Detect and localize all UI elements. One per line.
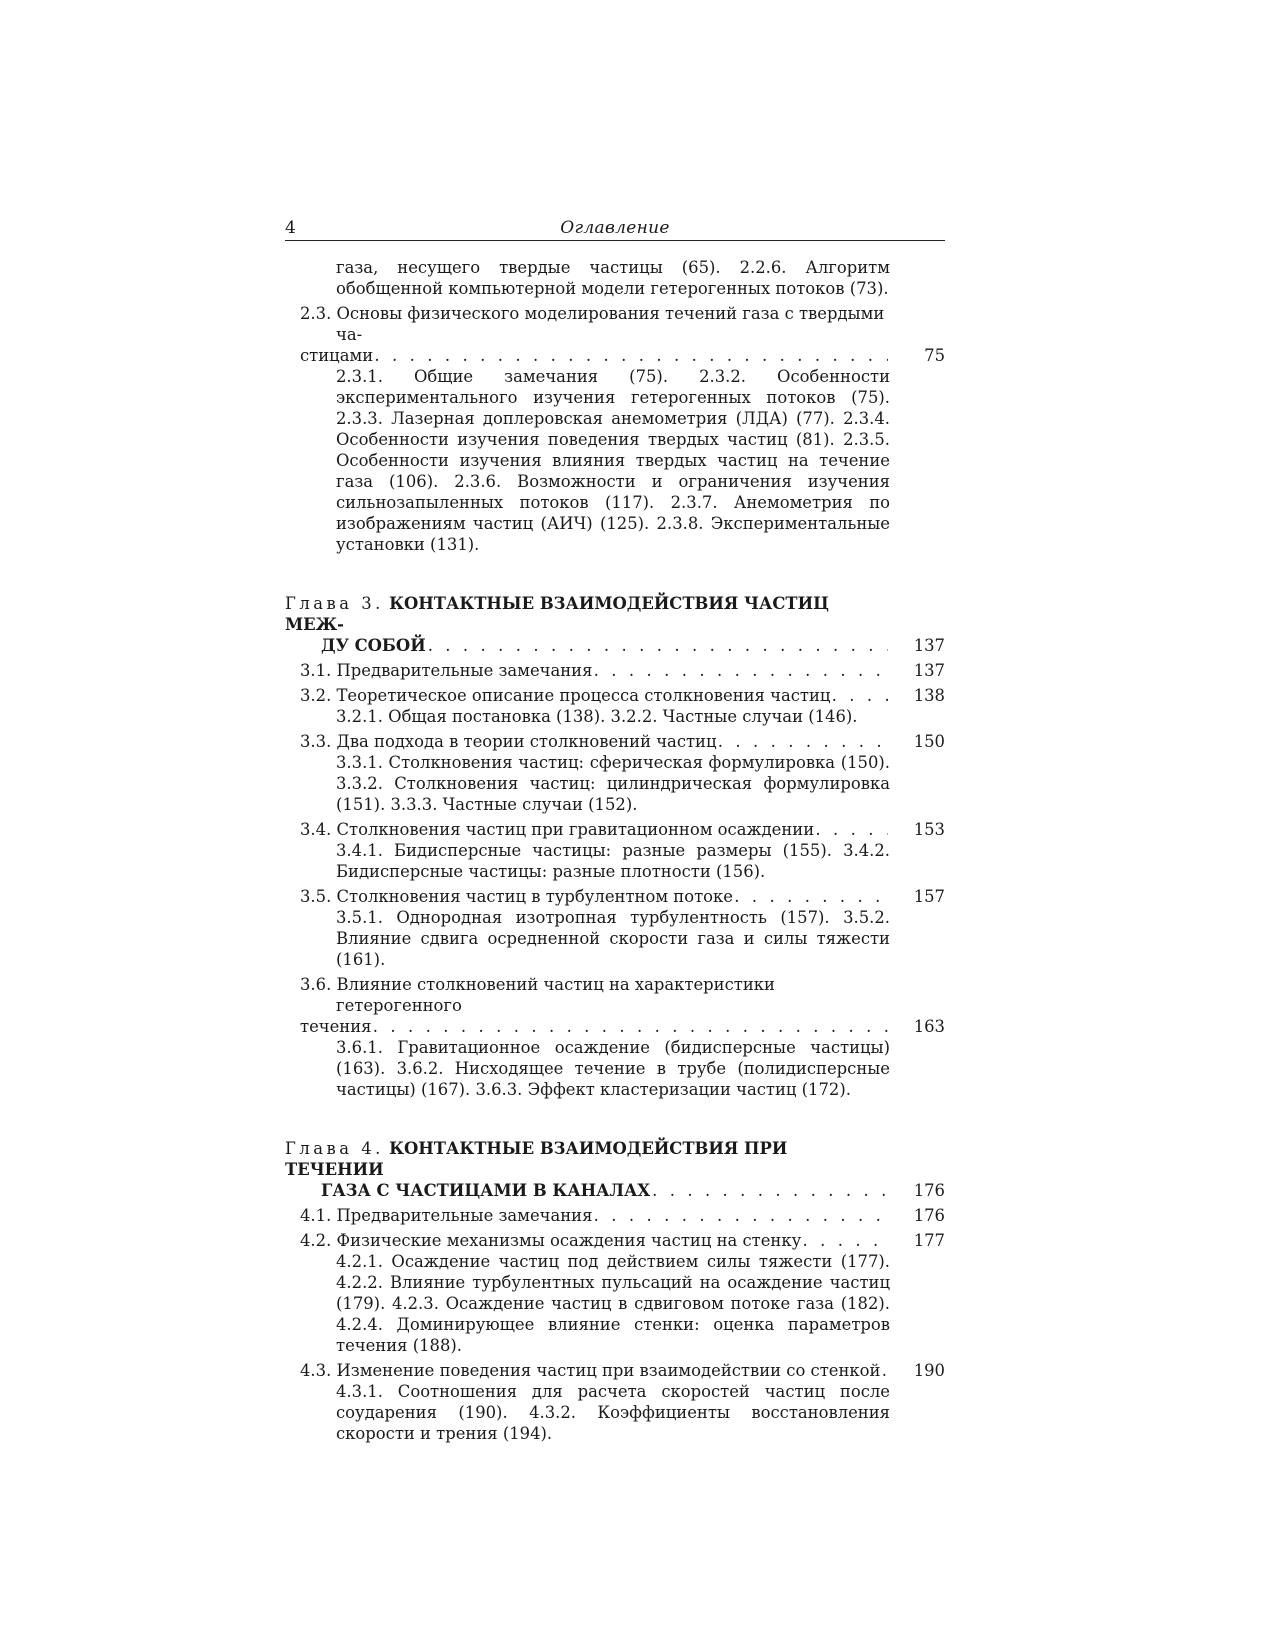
toc-entry-4-3[interactable] bbox=[300, 1360, 945, 1381]
leader-dots bbox=[428, 635, 888, 656]
leader-dots bbox=[375, 345, 888, 366]
section-title: Предварительные замечания bbox=[336, 661, 593, 680]
toc-entry-3-6[interactable] bbox=[300, 974, 945, 1037]
page-ref: 138 bbox=[913, 686, 945, 705]
section-title: Влияние столкновений частиц на характеристики гетерогенного bbox=[336, 975, 775, 1015]
subsections-3-2: 3.2.1. Общая постановка (138). 3.2.2. Частные случаи (146). bbox=[336, 707, 858, 726]
leader-dots bbox=[816, 819, 888, 840]
continuation-text: газа, несущего твердые частицы (65). 2.2.6. Алгоритм обобщенной компьютерной модели гетерогенных потоков (73). bbox=[336, 258, 890, 298]
toc-entry-2-3[interactable] bbox=[300, 303, 945, 366]
subsections-4-3: 4.3.1. Соотношения для расчета скоростей частиц после соударения (190). 4.3.2. Коэффициенты восстановления скорости и трения (194). bbox=[336, 1382, 890, 1443]
section-title: Теоретическое описание процесса столкновения частиц bbox=[336, 686, 831, 705]
section-number: 3.6. bbox=[300, 975, 332, 994]
leader-dots bbox=[832, 685, 888, 706]
leader-dots bbox=[374, 1016, 889, 1037]
section-title: Физические механизмы осаждения частиц на стенку bbox=[336, 1231, 802, 1250]
leader-dots bbox=[882, 1360, 888, 1381]
section-number: 3.3. bbox=[300, 732, 332, 751]
toc-entry-3-5[interactable] bbox=[300, 886, 945, 907]
page-ref: 153 bbox=[913, 820, 945, 839]
chapter-title: КОНТАКТНЫЕ ВЗАИМОДЕЙСТВИЯ ПРИ ТЕЧЕНИИ bbox=[285, 1139, 788, 1179]
chapter-title: КОНТАКТНЫЕ ВЗАИМОДЕЙСТВИЯ ЧАСТИЦ МЕЖ- bbox=[285, 594, 829, 634]
toc-entry-4-1[interactable] bbox=[300, 1205, 945, 1226]
section-title: Столкновения частиц при гравитационном осаждении bbox=[336, 820, 815, 839]
page-ref: 163 bbox=[913, 1017, 945, 1036]
section-number: 4.2. bbox=[300, 1231, 332, 1250]
page-ref: 157 bbox=[913, 887, 945, 906]
page-ref: 75 bbox=[924, 346, 945, 365]
section-title: Предварительные замечания bbox=[336, 1206, 593, 1225]
subsections-3-4: 3.4.1. Бидисперсные частицы: разные размеры (155). 3.4.2. Бидисперсные частицы: разные плотности (156). bbox=[336, 841, 890, 881]
running-head bbox=[285, 208, 945, 241]
toc-entry-3-2[interactable] bbox=[300, 685, 945, 706]
toc-entry-4-2[interactable] bbox=[300, 1230, 945, 1251]
page-ref: 150 bbox=[913, 732, 945, 751]
subsections-4-2: 4.2.1. Осаждение частиц под действием силы тяжести (177). 4.2.2. Влияние турбулентных пульсаций на осаждение частиц (179). 4.2.3. Осаждение частиц в сдвиговом потоке газа (182). 4.2.4. Доминирующее влияние стенки: оценка параметров течения (188). bbox=[336, 1252, 890, 1355]
page-ref: 190 bbox=[913, 1361, 945, 1380]
section-number: 3.1. bbox=[300, 661, 332, 680]
subsections-3-5: 3.5.1. Однородная изотропная турбулентность (157). 3.5.2. Влияние сдвига осредненной скорости газа и силы тяжести (161). bbox=[336, 908, 890, 969]
chapter-title-cont: ДУ СОБОЙ bbox=[321, 636, 426, 655]
section-number: 2.3. bbox=[300, 304, 332, 323]
document-page bbox=[285, 208, 945, 1444]
running-title: Оглавление bbox=[560, 218, 670, 238]
section-number: 3.5. bbox=[300, 887, 332, 906]
page-ref: 176 bbox=[913, 1206, 945, 1225]
page-ref: 176 bbox=[913, 1181, 945, 1200]
section-number: 3.4. bbox=[300, 820, 332, 839]
section-title: Основы физического моделирования течений газа с твердыми ча- bbox=[336, 304, 885, 344]
toc-entry-3-4[interactable] bbox=[300, 819, 945, 840]
section-number: 3.2. bbox=[300, 686, 332, 705]
section-number: 4.3. bbox=[300, 1361, 332, 1380]
subsections-2-3: 2.3.1. Общие замечания (75). 2.3.2. Особенности экспериментального изучения гетерогенных потоков (75). 2.3.3. Лазерная доплеровская анемометрия (ЛДА) (77). 2.3.4. Особенности изучения поведения твердых частиц (81). 2.3.5. Особенности изучения влияния твердых частиц на течение газа (106). 2.3.6. Возможности и ограничения изучения сильнозапыленных потоков (117). 2.3.7. Анемометрия по изображениям частиц (АИЧ) (125). 2.3.8. Экспериментальные установки (131). bbox=[336, 367, 890, 554]
section-title: Столкновения частиц в турбулентном потоке bbox=[336, 887, 733, 906]
toc-chapter-4[interactable] bbox=[285, 1138, 945, 1201]
section-title: Изменение поведения частиц при взаимодействии со стенкой bbox=[336, 1361, 881, 1380]
table-of-contents bbox=[285, 257, 945, 1444]
section-title: Два подхода в теории столкновений частиц bbox=[336, 732, 717, 751]
page-ref: 137 bbox=[913, 661, 945, 680]
chapter-label: Глава 4. bbox=[285, 1139, 384, 1158]
leader-dots bbox=[803, 1230, 888, 1251]
page-ref: 177 bbox=[913, 1231, 945, 1250]
chapter-label: Глава 3. bbox=[285, 594, 384, 613]
toc-chapter-3[interactable] bbox=[285, 593, 945, 656]
subsections-3-6: 3.6.1. Гравитационное осаждение (бидисперсные частицы) (163). 3.6.2. Нисходящее течение в трубе (полидисперсные частицы) (167). 3.6.3. Эффект кластеризации частиц (172). bbox=[336, 1038, 890, 1099]
page-number: 4 bbox=[285, 218, 296, 238]
subsections-3-3: 3.3.1. Столкновения частиц: сферическая формулировка (150). 3.3.2. Столкновения частиц: цилиндрическая формулировка (151). 3.3.3. Частные случаи (152). bbox=[336, 753, 890, 814]
section-title-cont: стицами bbox=[300, 346, 374, 365]
toc-entry-3-1[interactable] bbox=[300, 660, 945, 681]
leader-dots bbox=[652, 1180, 888, 1201]
leader-dots bbox=[594, 1205, 888, 1226]
page-ref: 137 bbox=[913, 636, 945, 655]
leader-dots bbox=[719, 731, 888, 752]
section-number: 4.1. bbox=[300, 1206, 332, 1225]
toc-entry-3-3[interactable] bbox=[300, 731, 945, 752]
chapter-title-cont: ГАЗА С ЧАСТИЦАМИ В КАНАЛАХ bbox=[321, 1181, 651, 1200]
leader-dots bbox=[735, 886, 888, 907]
leader-dots bbox=[594, 660, 888, 681]
section-title-cont: течения bbox=[300, 1017, 372, 1036]
